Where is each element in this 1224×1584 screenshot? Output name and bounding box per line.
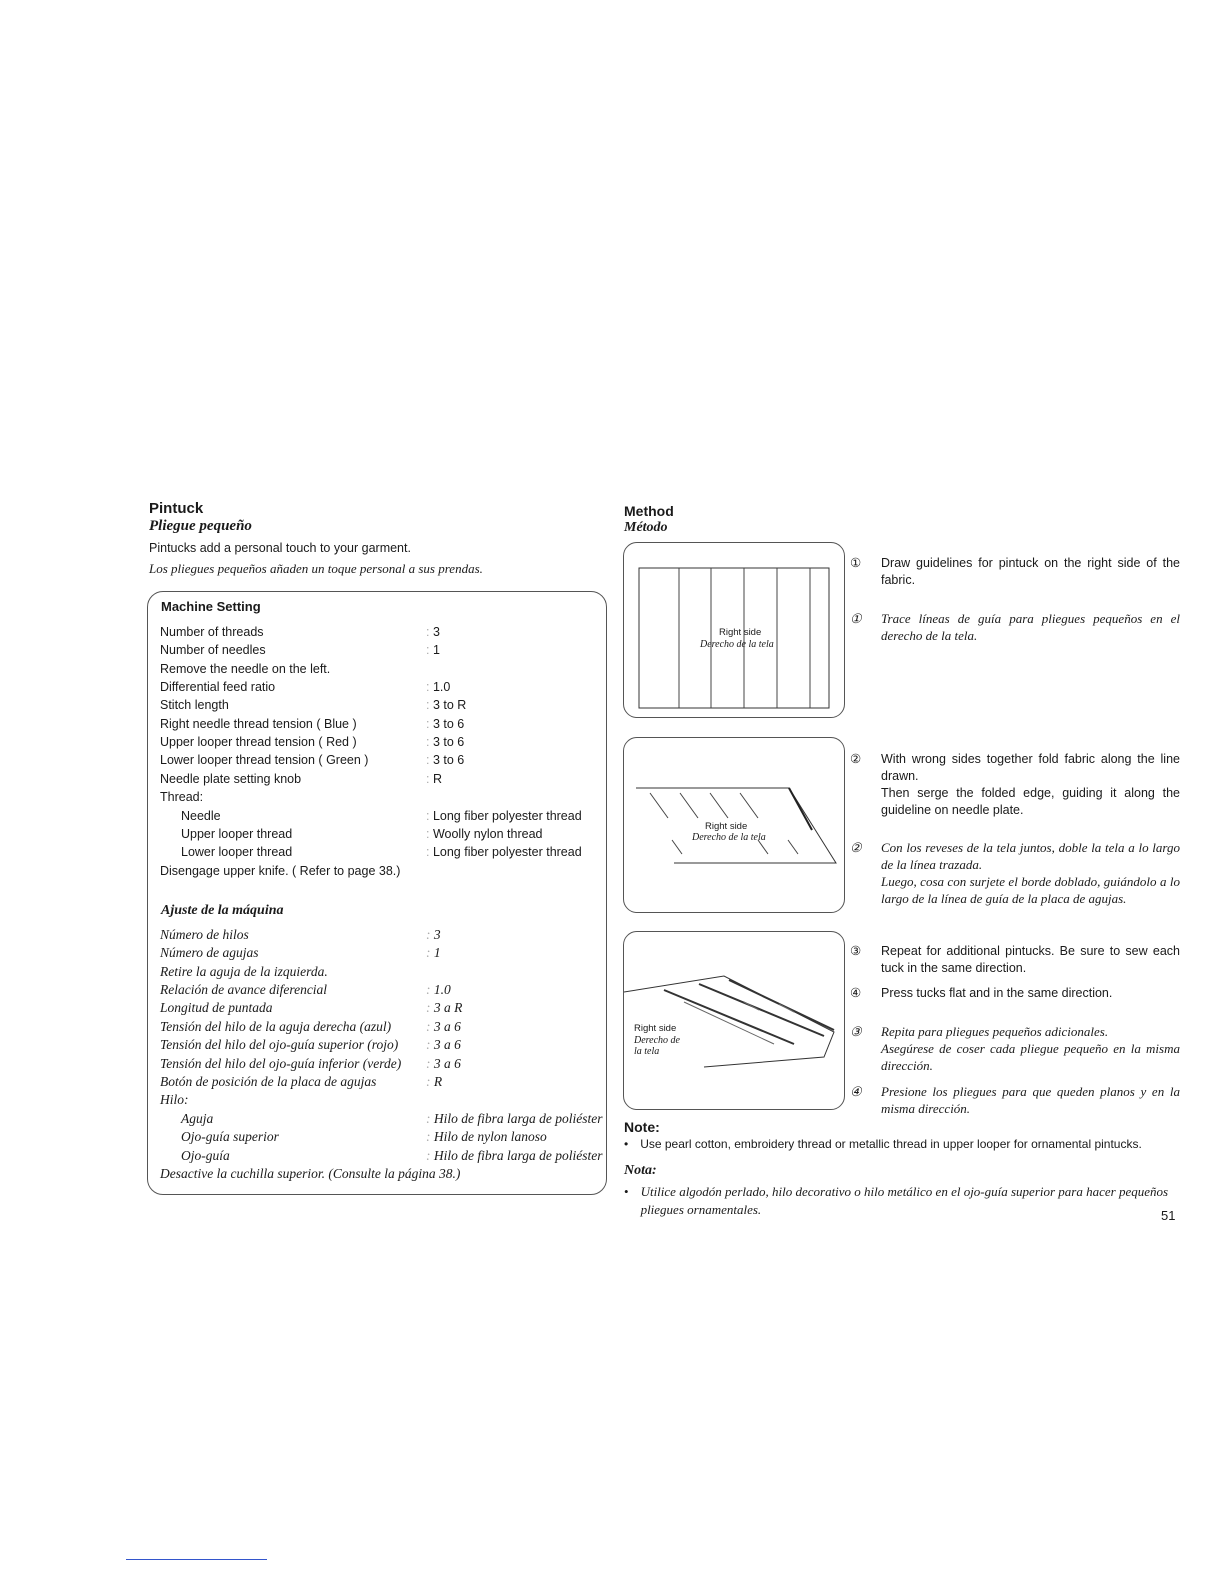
step-1 xyxy=(850,555,1180,589)
step-number: ④ xyxy=(850,986,862,1000)
note-title-es: Nota: xyxy=(624,1163,657,1178)
step-text: Draw guidelines for pintuck on the right side of the fabric. xyxy=(881,556,1180,587)
setting-row-es: Ojo-guía superior : Hilo de nylon lanoso xyxy=(160,1128,600,1146)
setting-row-es: Longitud de puntada : 3 a R xyxy=(160,999,600,1017)
section-title-es: Pliegue pequeño xyxy=(149,518,252,534)
setting-row-es: Desactive la cuchilla superior. (Consulte la página 38.) xyxy=(160,1166,461,1181)
setting-row: Needle plate setting knob : R xyxy=(160,770,600,788)
note-text-es: Utilice algodón perlado, hilo decorativo o hilo metálico en el ojo-guía superior para hacer pequeños pliegues ornamentales. xyxy=(640,1184,1169,1217)
setting-row: Number of needles : 1 xyxy=(160,641,600,659)
step-4 xyxy=(850,985,1180,1002)
setting-row: Needle : Long fiber polyester thread xyxy=(160,807,600,825)
setting-row: Lower looper thread : Long fiber polyester thread xyxy=(160,843,600,861)
step-text: With wrong sides together fold fabric along the line drawn. xyxy=(881,752,1180,783)
figure-label: Right side xyxy=(634,1023,677,1034)
machine-setting-heading-es: Ajuste de la máquina xyxy=(161,903,284,918)
setting-row: Remove the needle on the left. xyxy=(160,662,331,676)
note-text: Use pearl cotton, embroidery thread or metallic thread in upper looper for ornamental pintucks. xyxy=(640,1137,1142,1151)
setting-row-es: Tensión del hilo del ojo-guía inferior (verde) : 3 a 6 xyxy=(160,1055,600,1073)
figure-label-es: Derecho de la tela xyxy=(700,639,774,650)
setting-row: Lower looper thread tension ( Green ) : 3 to 6 xyxy=(160,751,600,769)
figure-label-es-line1: Derecho de xyxy=(634,1035,680,1046)
machine-setting-heading: Machine Setting xyxy=(161,599,261,614)
step-number: ③ xyxy=(850,944,862,958)
intro-text: Pintucks add a personal touch to your garment. xyxy=(149,541,411,555)
step-text-continued: Asegúrese de coser cada pliegue pequeño en la misma dirección. xyxy=(881,1041,1180,1073)
setting-row-es: Aguja : Hilo de fibra larga de poliéster xyxy=(160,1110,600,1128)
step-3-es xyxy=(850,1023,1180,1074)
setting-row-es: Ojo-guía : Hilo de fibra larga de poliéster xyxy=(160,1147,600,1165)
step-text: Repeat for additional pintucks. Be sure to sew each tuck in the same direction. xyxy=(881,944,1180,975)
bullet-icon: • xyxy=(624,1184,629,1199)
step-number: ② xyxy=(850,840,862,855)
bullet-icon: • xyxy=(624,1137,629,1151)
step-number: ④ xyxy=(850,1084,862,1099)
step-number: ① xyxy=(850,611,862,626)
pressed-tucks-illustration xyxy=(624,932,845,1110)
intro-text-es: Los pliegues pequeños añaden un toque personal a sus prendas. xyxy=(149,561,483,576)
setting-row-es: Tensión del hilo del ojo-guía superior (rojo) : 3 a 6 xyxy=(160,1036,600,1054)
setting-row: Upper looper thread : Woolly nylon thread xyxy=(160,825,600,843)
figure-fold xyxy=(623,737,845,913)
step-2 xyxy=(850,751,1180,819)
step-text: Presione los pliegues para que queden planos y en la misma dirección. xyxy=(881,1084,1180,1116)
setting-row: Stitch length : 3 to R xyxy=(160,696,600,714)
figure-pressed-tucks xyxy=(623,931,845,1110)
page-number: 51 xyxy=(1161,1208,1176,1223)
step-number: ② xyxy=(850,752,862,766)
figure-label-es: Derecho de la tela xyxy=(692,832,766,843)
step-4-es xyxy=(850,1083,1180,1117)
note-title: Note: xyxy=(624,1119,660,1135)
setting-row: Right needle thread tension ( Blue ) : 3 to 6 xyxy=(160,715,600,733)
step-text: Press tucks flat and in the same direction. xyxy=(881,986,1113,1000)
method-title-es: Método xyxy=(624,520,668,535)
figure-guidelines xyxy=(623,542,845,718)
setting-row-es: Hilo: xyxy=(160,1092,189,1107)
setting-row-es: Relación de avance diferencial : 1.0 xyxy=(160,981,600,999)
note-item xyxy=(624,1137,1184,1152)
step-number: ③ xyxy=(850,1024,862,1039)
setting-row: Disengage upper knife. ( Refer to page 38.) xyxy=(160,864,401,878)
step-number: ① xyxy=(850,556,862,570)
setting-row-es: Retire la aguja de la izquierda. xyxy=(160,964,328,979)
figure-label-es-line2: la tela xyxy=(634,1046,660,1057)
figure-label: Right side xyxy=(705,821,748,832)
figure-label: Right side xyxy=(719,627,762,638)
setting-row-es: Número de hilos : 3 xyxy=(160,926,600,944)
setting-row: Number of threads : 3 xyxy=(160,623,600,641)
setting-row-es: Botón de posición de la placa de agujas : R xyxy=(160,1073,600,1091)
note-item-es xyxy=(624,1183,1184,1219)
setting-row: Differential feed ratio : 1.0 xyxy=(160,678,600,696)
setting-row: Upper looper thread tension ( Red ) : 3 to 6 xyxy=(160,733,600,751)
footer-rule xyxy=(126,1559,267,1560)
step-text: Trace líneas de guía para pliegues pequeños en el derecho de la tela. xyxy=(881,611,1180,643)
step-text: Con los reveses de la tela juntos, doble la tela a lo largo de la línea trazada. xyxy=(881,840,1180,872)
step-text-continued: Then serge the folded edge, guiding it along the guideline on needle plate. xyxy=(881,786,1180,817)
section-title: Pintuck xyxy=(149,500,204,517)
step-text: Repita para pliegues pequeños adicionales. xyxy=(881,1024,1109,1039)
step-text-continued: Luego, cosa con surjete el borde doblado, guiándolo a lo largo de la línea de guía de la placa de agujas. xyxy=(881,874,1180,906)
setting-row: Thread: xyxy=(160,790,204,804)
step-2-es xyxy=(850,839,1180,907)
setting-row-es: Número de agujas : 1 xyxy=(160,944,600,962)
setting-row-es: Tensión del hilo de la aguja derecha (azul) : 3 a 6 xyxy=(160,1018,600,1036)
step-1-es xyxy=(850,610,1180,644)
method-title: Method xyxy=(624,503,674,519)
step-3 xyxy=(850,943,1180,977)
